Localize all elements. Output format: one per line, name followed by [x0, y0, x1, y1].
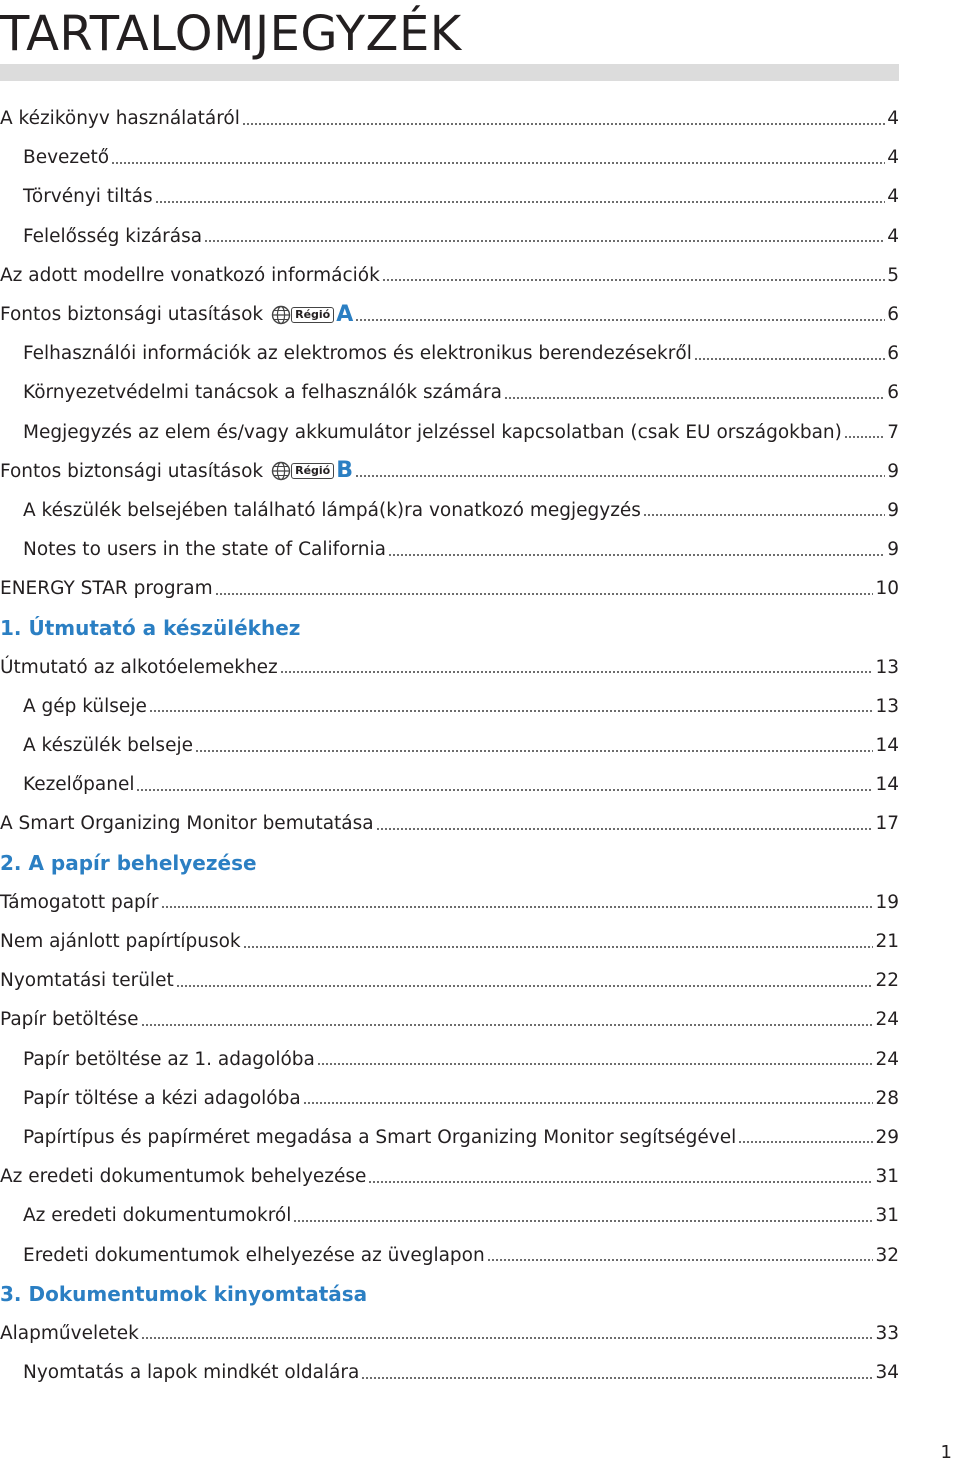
toc-entry[interactable]: [0, 961, 899, 1000]
toc-entry-page: 4: [887, 108, 899, 130]
toc-entry[interactable]: [0, 726, 899, 765]
dot-leader: [504, 397, 885, 399]
toc-entry-label: Támogatott papír: [0, 891, 159, 913]
toc-entry[interactable]: [0, 804, 899, 843]
toc-entry-label: A készülék belseje: [23, 735, 193, 757]
toc-entry[interactable]: [0, 334, 899, 373]
toc-entry-page: 22: [875, 970, 899, 992]
dot-leader: [293, 1220, 873, 1222]
toc-entry-page: 6: [887, 382, 899, 404]
toc-entry-label: Papír betöltése: [0, 1009, 139, 1031]
toc-entry-page: 4: [887, 147, 899, 169]
dot-leader: [355, 319, 885, 321]
toc-entry-label: Notes to users in the state of California: [23, 539, 386, 561]
dot-leader: [382, 279, 885, 281]
toc-entry-page: 31: [875, 1205, 899, 1227]
toc-entry-label: Az eredeti dokumentumokról: [23, 1205, 292, 1227]
toc-entry-label: Környezetvédelmi tanácsok a felhasználók számára: [23, 382, 502, 404]
toc-entry-label: Felelősség kizárása: [23, 225, 203, 247]
toc-entry-label: A kézikönyv használatáról: [0, 108, 240, 130]
toc-entry-label: Az eredeti dokumentumok behelyezése: [0, 1166, 367, 1188]
dot-leader: [376, 828, 874, 830]
toc-entry[interactable]: [0, 687, 899, 726]
toc-entry[interactable]: [0, 1040, 899, 1079]
dot-leader: [388, 554, 885, 556]
dot-leader: [149, 710, 874, 712]
toc-entry-label: Útmutató az alkotóelemekhez: [0, 656, 278, 678]
toc-entry[interactable]: [0, 1235, 899, 1274]
region-badge-letter: A: [336, 301, 354, 327]
dot-leader: [215, 593, 874, 595]
toc-entry-page: 32: [875, 1244, 899, 1266]
toc-entry-page: 6: [887, 343, 899, 365]
toc-entry-label: Papírtípus és papírméret megadása a Smart Organizing Monitor segítségével: [23, 1126, 737, 1148]
toc-entry-page: 5: [887, 264, 899, 286]
dot-leader: [317, 1063, 874, 1065]
toc-entry[interactable]: [0, 177, 899, 216]
toc-entry-page: 9: [887, 460, 899, 482]
dot-leader: [242, 123, 885, 125]
dot-leader: [155, 201, 886, 203]
dot-leader: [355, 475, 885, 477]
toc-entry[interactable]: [0, 648, 899, 687]
toc-entry[interactable]: [0, 530, 899, 569]
toc-entry[interactable]: [0, 491, 899, 530]
toc-entry-page: 6: [887, 304, 899, 326]
dot-leader: [111, 162, 885, 164]
toc-entry[interactable]: [0, 922, 899, 961]
toc-entry[interactable]: [0, 1079, 899, 1118]
toc-entry[interactable]: [0, 1314, 899, 1353]
toc-entry-page: 13: [875, 656, 899, 678]
toc-entry-label: Eredeti dokumentumok elhelyezése az üveglapon: [23, 1244, 485, 1266]
toc-entry-label: Bevezető: [23, 147, 110, 169]
toc-entry-label: A gép külseje: [23, 695, 147, 717]
title-underline-bar: [0, 64, 899, 81]
toc-entry[interactable]: [0, 569, 899, 608]
toc-entry-page: 7: [887, 421, 899, 443]
dot-leader: [195, 750, 873, 752]
toc-entry-page: 10: [875, 578, 899, 600]
dot-leader: [487, 1259, 874, 1261]
toc-entry-page: 24: [875, 1009, 899, 1031]
toc-entry-page: 4: [887, 225, 899, 247]
toc-entry-page: 13: [875, 695, 899, 717]
toc-entry-label: Papír betöltése az 1. adagolóba: [23, 1048, 315, 1070]
toc-entry[interactable]: [0, 1157, 899, 1196]
dot-leader: [738, 1141, 873, 1143]
toc-entry-page: 29: [875, 1126, 899, 1148]
toc-entry-page: 19: [875, 891, 899, 913]
toc-entry-page: 28: [875, 1087, 899, 1109]
toc-entry-page: 34: [875, 1362, 899, 1384]
toc-entry-label: A készülék belsejében található lámpá(k)ra vonatkozó megjegyzés: [23, 499, 641, 521]
toc-entry-page: 14: [875, 774, 899, 796]
toc-entry-label: Fontos biztonsági utasítások: [0, 460, 264, 482]
toc-entry-label: Nyomtatás a lapok mindkét oldalára: [23, 1362, 360, 1384]
table-of-contents: [0, 99, 899, 1392]
toc-entry-label: Törvényi tiltás: [23, 186, 153, 208]
toc-entry-label: Fontos biztonsági utasítások: [0, 304, 264, 326]
toc-entry-page: 21: [875, 931, 899, 953]
dot-leader: [361, 1377, 873, 1379]
toc-entry-page: 33: [875, 1322, 899, 1344]
toc-entry-label: Alapműveletek: [0, 1322, 139, 1344]
region-badge-text: Régió: [291, 463, 334, 479]
dot-leader: [176, 985, 874, 987]
dot-leader: [368, 1181, 873, 1183]
toc-entry-label: Papír töltése a kézi adagolóba: [23, 1087, 301, 1109]
dot-leader: [694, 358, 885, 360]
toc-entry-page: 4: [887, 186, 899, 208]
toc-entry-label: Nyomtatási terület: [0, 970, 174, 992]
toc-entry-page: 9: [887, 499, 899, 521]
toc-entry[interactable]: [0, 217, 899, 256]
toc-entry[interactable]: [0, 256, 899, 295]
toc-entry-page: 31: [875, 1166, 899, 1188]
toc-entry-label: Megjegyzés az elem és/vagy akkumulátor jelzéssel kapcsolatban (csak EU országokban): [23, 421, 842, 443]
region-badge: [271, 301, 354, 327]
region-badge-text: Régió: [291, 307, 334, 323]
toc-entry[interactable]: [0, 1196, 899, 1235]
dot-leader: [280, 671, 874, 673]
dot-leader: [161, 906, 874, 908]
toc-entry[interactable]: [0, 452, 899, 491]
dot-leader: [141, 1337, 874, 1339]
toc-entry-page: 14: [875, 735, 899, 757]
page-title: TARTALOMJEGYZÉK: [0, 6, 462, 62]
toc-entry[interactable]: [0, 295, 899, 334]
chapter-heading: [0, 608, 899, 647]
dot-leader: [844, 436, 885, 438]
toc-entry-label: Az adott modellre vonatkozó információk: [0, 264, 380, 286]
toc-entry[interactable]: [0, 765, 899, 804]
toc-entry-label: Nem ajánlott papírtípusok: [0, 931, 241, 953]
toc-entry[interactable]: [0, 1353, 899, 1392]
toc-entry-page: 9: [887, 539, 899, 561]
chapter-heading: [0, 1275, 899, 1314]
dot-leader: [643, 514, 885, 516]
toc-entry-label: A Smart Organizing Monitor bemutatása: [0, 813, 374, 835]
page-number: 1: [940, 1442, 952, 1463]
dot-leader: [136, 789, 873, 791]
toc-entry-page: 24: [875, 1048, 899, 1070]
toc-entry-label: 1. Útmutató a készülékhez: [0, 616, 301, 641]
toc-entry[interactable]: [0, 413, 899, 452]
toc-entry-label: Kezelőpanel: [23, 774, 135, 796]
region-badge: [271, 460, 353, 482]
toc-entry[interactable]: [0, 1118, 899, 1157]
dot-leader: [204, 240, 885, 242]
toc-entry[interactable]: [0, 883, 899, 922]
toc-entry-page: 17: [875, 813, 899, 835]
dot-leader: [303, 1102, 874, 1104]
toc-entry-label: ENERGY STAR program: [0, 578, 213, 600]
toc-entry-label: Felhasználói információk az elektromos és elektronikus berendezésekről: [23, 343, 692, 365]
region-badge-letter: B: [336, 458, 354, 484]
toc-entry[interactable]: [0, 373, 899, 412]
toc-entry[interactable]: [0, 138, 899, 177]
toc-entry[interactable]: [0, 99, 899, 138]
toc-entry[interactable]: [0, 1000, 899, 1039]
dot-leader: [141, 1024, 874, 1026]
toc-entry-label: 3. Dokumentumok kinyomtatása: [0, 1282, 368, 1307]
toc-entry-label: 2. A papír behelyezése: [0, 851, 257, 876]
chapter-heading: [0, 844, 899, 883]
dot-leader: [243, 946, 874, 948]
